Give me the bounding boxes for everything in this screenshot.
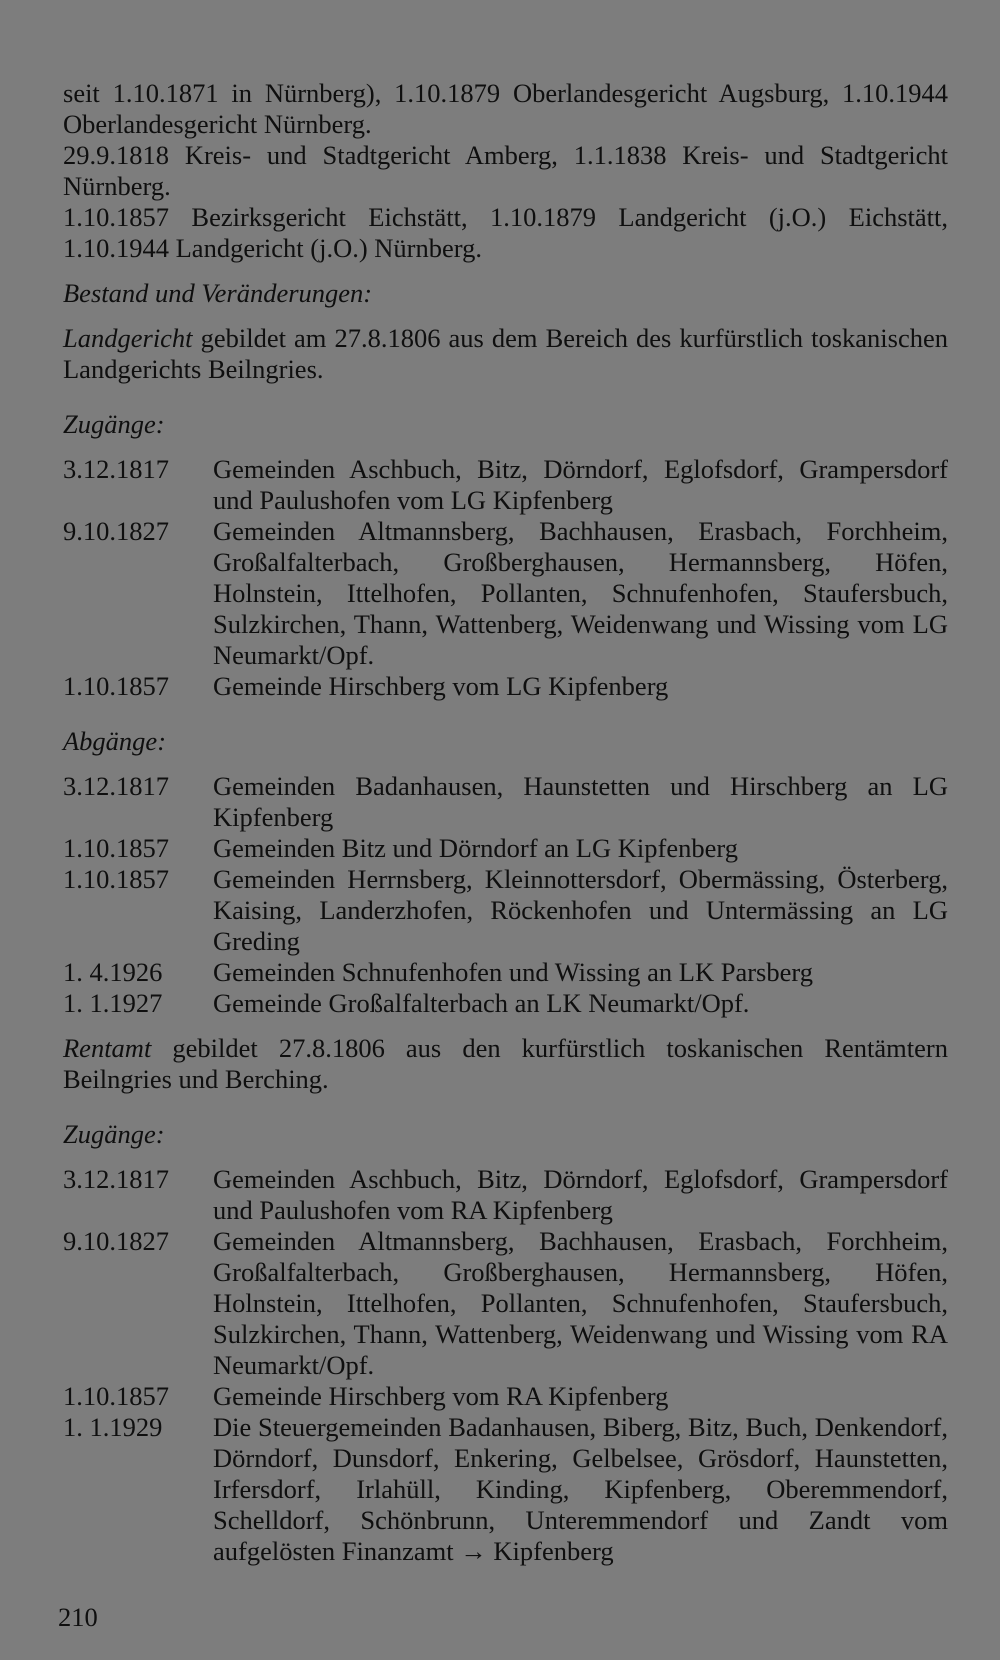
landgericht-text: gebildet am 27.8.1806 aus dem Bereich des kurfürstlich toskanischen Landgerichts Beilngries. bbox=[63, 323, 948, 384]
page-content bbox=[63, 78, 948, 1567]
lg-zugang-entry bbox=[63, 671, 948, 702]
lg-abgang-entry bbox=[63, 864, 948, 957]
entry-date: 1.10.1857 bbox=[63, 671, 169, 701]
entry-text: Gemeinden Altmannsberg, Bachhausen, Erasbach, Forchheim, Großalfalterbach, Großberghausen, Hermannsberg, Höfen, Holnstein, Ittelhofen, Pollanten, Schnufenhofen, Staufersbuch, Sulzkirchen, Thann, Wattenberg, Weidenwang und Wissing vom RA Neumarkt/Opf. bbox=[213, 1226, 948, 1380]
entry-text: Gemeinden Altmannsberg, Bachhausen, Erasbach, Forchheim, Großalfalterbach, Großberghausen, Hermannsberg, Höfen, Holnstein, Ittelhofen, Pollanten, Schnufenhofen, Staufersbuch, Sulzkirchen, Thann, Wattenberg, Weidenwang und Wissing vom LG Neumarkt/Opf. bbox=[213, 516, 948, 670]
entry-text: Gemeinden Aschbuch, Bitz, Dörndorf, Eglofsdorf, Grampersdorf und Paulushofen vom LG Kipfenberg bbox=[213, 454, 948, 515]
entry-date: 3.12.1817 bbox=[63, 771, 169, 801]
ra-zugaenge-heading: Zugänge: bbox=[63, 1119, 165, 1149]
ra-zugang-entry bbox=[63, 1164, 948, 1226]
entry-date: 1. 4.1926 bbox=[63, 957, 163, 987]
ra-zugang-entry bbox=[63, 1412, 948, 1567]
entry-text: Gemeinden Badanhausen, Haunstetten und Hirschberg an LG Kipfenberg bbox=[213, 771, 948, 832]
landgericht-term: Landgericht bbox=[63, 323, 193, 353]
entry-text: Gemeinde Hirschberg vom LG Kipfenberg bbox=[213, 671, 669, 701]
entry-text: Gemeinden Schnufenhofen und Wissing an LK Parsberg bbox=[213, 957, 813, 987]
entry-text: Gemeinden Bitz und Dörndorf an LG Kipfenberg bbox=[213, 833, 738, 863]
entry-date: 1.10.1857 bbox=[63, 833, 169, 863]
entry-date: 1.10.1857 bbox=[63, 864, 169, 894]
entry-text: Gemeinden Herrnsberg, Kleinnottersdorf, Obermässing, Österberg, Kaising, Landerzhofen, Röckenhofen und Untermässing an LG Greding bbox=[213, 864, 948, 956]
bestand-heading: Bestand und Veränderungen: bbox=[63, 278, 373, 308]
entry-date: 1.10.1857 bbox=[63, 1381, 169, 1411]
entry-text: Gemeinde Hirschberg vom RA Kipfenberg bbox=[213, 1381, 669, 1411]
entry-text: Gemeinden Aschbuch, Bitz, Dörndorf, Eglofsdorf, Grampersdorf und Paulushofen vom RA Kipfenberg bbox=[213, 1164, 948, 1225]
entry-text: Gemeinde Großalfalterbach an LK Neumarkt/Opf. bbox=[213, 988, 750, 1018]
entry-date: 3.12.1817 bbox=[63, 454, 169, 484]
lg-zugang-entry bbox=[63, 516, 948, 671]
rentamt-text: gebildet 27.8.1806 aus den kurfürstlich toskanischen Rentämtern Beilngries und Berching. bbox=[63, 1033, 948, 1094]
intro-paragraph: 1.10.1857 Bezirksgericht Eichstätt, 1.10.1879 Landgericht (j.O.) Eichstätt, 1.10.1944 Landgericht (j.O.) Nürnberg. bbox=[63, 202, 948, 263]
rentamt-paragraph bbox=[63, 1033, 948, 1095]
rentamt-term: Rentamt bbox=[63, 1033, 152, 1063]
ra-zugang-entry bbox=[63, 1226, 948, 1381]
lg-abgang-entry bbox=[63, 957, 948, 988]
lg-abgang-entry bbox=[63, 771, 948, 833]
entry-date: 1. 1.1929 bbox=[63, 1412, 163, 1442]
lg-abgaenge-heading: Abgänge: bbox=[63, 726, 167, 756]
intro-paragraph: seit 1.10.1871 in Nürnberg), 1.10.1879 Oberlandesgericht Augsburg, 1.10.1944 Oberlandesgericht Nürnberg. bbox=[63, 78, 948, 139]
entry-text: Die Steuergemeinden Badanhausen, Biberg, Bitz, Buch, Denkendorf, Dörndorf, Dunsdorf, Enkering, Gelbelsee, Grösdorf, Haunstetten, Irfersdorf, Irlahüll, Kinding, Kipfenberg, Oberemmendorf, Schelldorf, Schönbrunn, Unteremmendorf und Zandt vom aufgelösten Finanzamt → Kipfenberg bbox=[213, 1412, 948, 1566]
entry-date: 9.10.1827 bbox=[63, 1226, 169, 1256]
lg-zugaenge-heading: Zugänge: bbox=[63, 409, 165, 439]
entry-date: 3.12.1817 bbox=[63, 1164, 169, 1194]
intro-paragraph: 29.9.1818 Kreis- und Stadtgericht Amberg, 1.1.1838 Kreis- und Stadtgericht Nürnberg. bbox=[63, 140, 948, 201]
lg-zugang-entry bbox=[63, 454, 948, 516]
page-number: 210 bbox=[58, 1602, 98, 1632]
ra-zugang-entry bbox=[63, 1381, 948, 1412]
entry-date: 1. 1.1927 bbox=[63, 988, 163, 1018]
lg-abgang-entry bbox=[63, 988, 948, 1019]
landgericht-paragraph bbox=[63, 323, 948, 385]
lg-abgang-entry bbox=[63, 833, 948, 864]
entry-date: 9.10.1827 bbox=[63, 516, 169, 546]
